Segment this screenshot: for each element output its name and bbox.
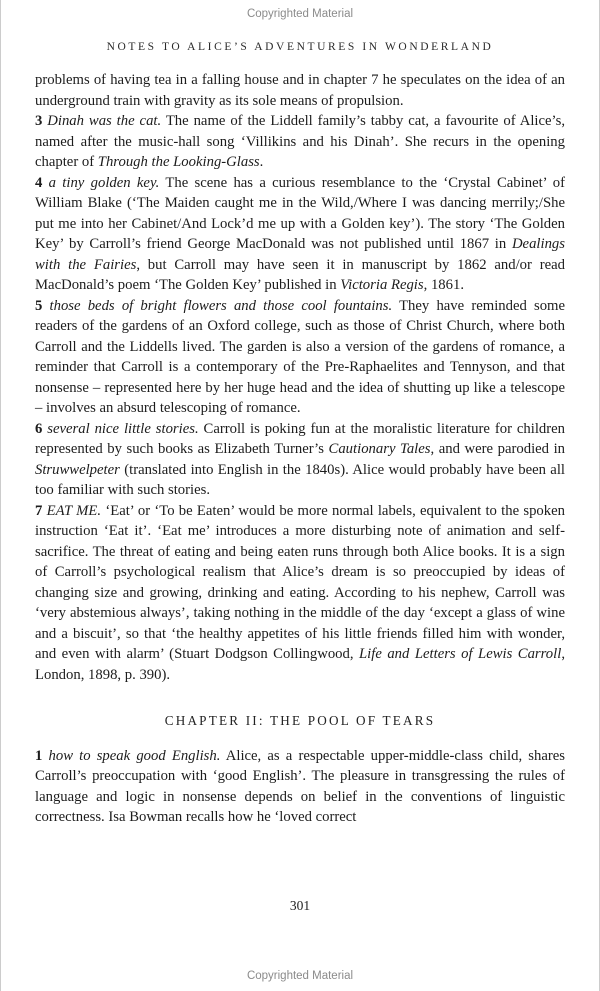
paragraph [35,746,565,828]
text-segment: (translated into English in the 1840s). Alice would probably have been all too familiar with such stories. [35,461,565,498]
text-segment: , London, 1898, p. 390). [35,646,565,683]
text-segment: a tiny golden key. [48,174,160,191]
running-header: NOTES TO ALICE’S ADVENTURES IN WONDERLAND [106,41,494,53]
text-segment: The scene has a curious resemblance to the ‘Crystal Cabinet’ of William Blake (‘The Maiden caught me in the Wild,/Where I was dancing merrily;/She put me into her Cabinet/And Lock’d me up with a Golden key’). The story ‘The Golden Key’ by Carroll’s friend George MacDonald was not published until 1867 in [35,174,566,252]
chapter-heading: CHAPTER II: THE POOL OF TEARS [164,713,436,728]
text-segment: several nice little stories. [47,420,199,437]
paragraph [35,70,565,111]
text-segment: Alice, as a respectable upper-middle-class child, shares Carroll’s preoccupation with ‘good English’. The pleasure in transgressing the rules of language and logic in nonsense depends on belief in the conventions of linguistic correctness. Isa Bowman recalls how he ‘loved correct [35,747,565,825]
text-segment: , and were parodied in [430,441,565,457]
text-segment: ‘Eat’ or ‘To be Eaten’ would be more normal labels, equivalent to the spoken instruction ‘Eat it’. ‘Eat me’ introduces a more disturbing note of animation and self-sacrifice. The threat of eating and being eaten runs through both Alice books. It is a sign of Carroll’s psychological realism that Alice’s dream is so preoccupied by ideas of changing size and growing, drinking and eating. According to his nephew, Carroll was ‘very abstemious always’, taking nothing in the middle of the day ‘except a glass of wine and a biscuit’, so that ‘the healthy appetites of his little friends filled him with wonder, and even with alarm’ (Stuart Dodgson Collingwood, [35,502,565,662]
text-segment: 1 [35,747,49,764]
paragraph [35,419,565,501]
text-segment: The name of the Liddell family’s tabby cat, a favourite of Alice’s, named after the music-hall song ‘Villikins and his Dinah’. She recurs in the opening chapter of [35,113,565,170]
text-segment: Carroll is poking fun at the moralistic literature for children represented by such books as Elizabeth Turner’s [35,420,565,457]
text-segment: 5 [35,297,50,314]
paragraph [35,296,565,419]
text-segment: They have reminded some readers of the gardens of an Oxford college, such as those of Christ Church, where both Carroll and the Liddells lived. The garden is also a version of the gardens of romance, a reminder that Carroll is a contemporary of the Pre-Raphaelites and Tennyson, and that nonsense – represented here by her huge head and the idea of shutting up like a telescope – involves an absurd telescoping of romance. [35,297,566,416]
copyright-watermark-top: Copyrighted Material [246,8,354,20]
paragraph [35,173,565,296]
text-segment: Cautionary Tales [328,441,431,457]
text-segment: 4 [35,174,49,191]
text-segment: 7 [35,502,47,519]
page-number: 301 [289,898,311,913]
body-text [35,70,565,828]
page-edge-left [0,0,1,991]
text-segment: . [259,154,264,170]
text-segment: 3 [35,113,48,129]
copyright-watermark-bottom: Copyrighted Material [246,970,354,982]
text-segment: Dinah was the cat. [47,113,162,129]
text-segment: , but Carroll may have seen it in manuscript by 1862 and/or read MacDonald’s poem ‘The Golden Key’ published in [35,256,565,293]
text-segment: Through the Looking-Glass [97,154,260,170]
text-segment: Dealings with the Fairies [35,236,565,273]
text-segment: Victoria Regis [340,277,424,293]
text-segment: EAT ME. [46,502,102,519]
text-segment: how to speak good English. [48,747,221,764]
text-segment: those beds of bright flowers and those cool fountains. [49,297,393,314]
text-segment: , 1861. [423,277,464,293]
text-segment: Struwwelpeter [35,461,120,478]
text-segment: Life and Letters of Lewis Carroll [359,646,562,662]
text-segment: problems of having tea in a falling house and in chapter 7 he speculates on the idea of an underground train with gravity as its sole means of propulsion. [35,72,565,109]
text-segment: 6 [35,420,48,437]
paragraph [35,501,565,686]
paragraph [35,111,565,173]
